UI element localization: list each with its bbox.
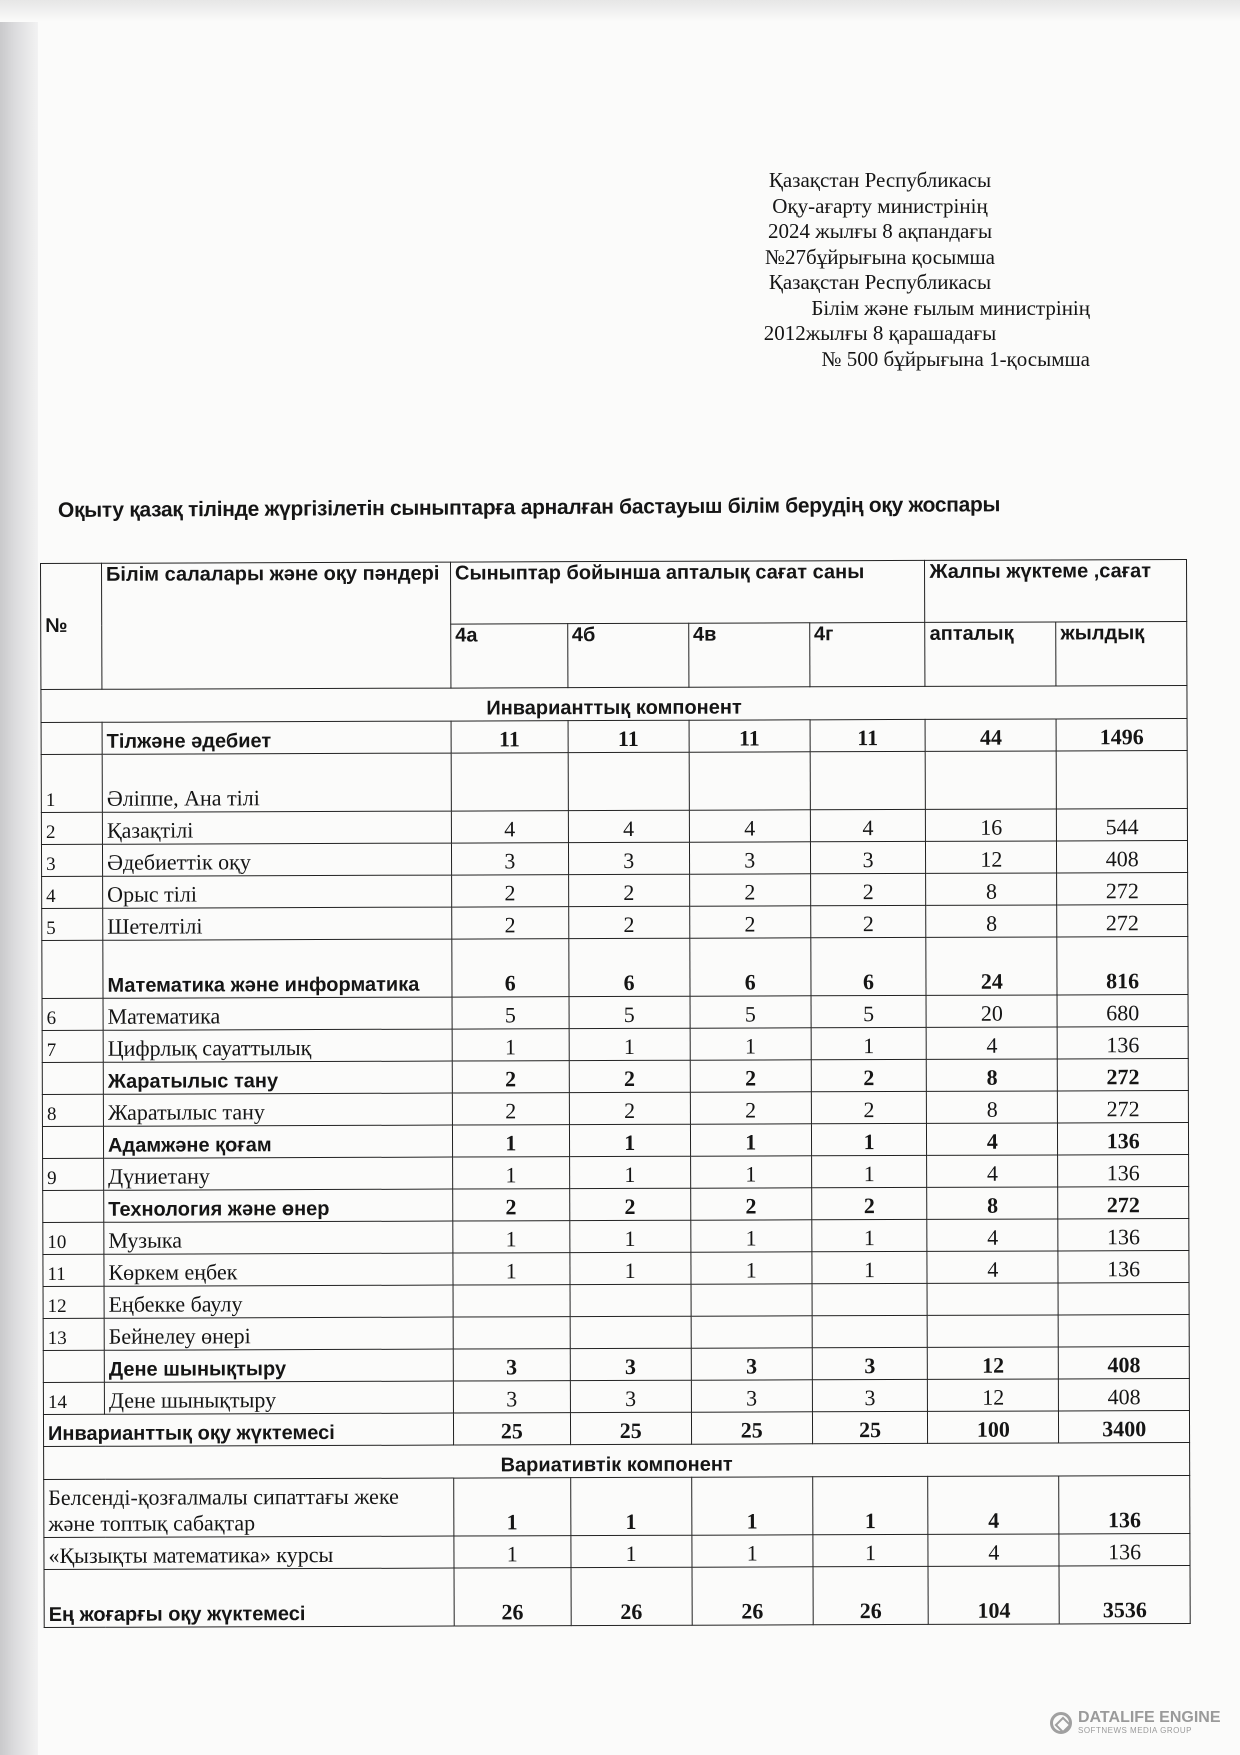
row-number: 8 [42,1094,103,1126]
table-row [42,1026,1188,1062]
header-line: 2024 жылғы 8 ақпандағы [767,219,993,243]
yearly-total-cell: 408 [1057,840,1188,872]
weekly-total-cell: 4 [927,1027,1058,1059]
class-hours-cell: 2 [568,874,689,906]
row-number: 13 [43,1318,104,1350]
subject-name: Музыка [104,1221,453,1254]
class-hours-cell: 26 [571,1567,692,1625]
class-hours-cell: 3 [812,1379,928,1411]
class-hours-cell: 1 [811,1027,927,1059]
class-hours-cell: 1 [690,1028,811,1060]
weekly-total-cell: 16 [926,809,1057,841]
class-hours-cell: 25 [570,1412,691,1444]
weekly-total-cell: 8 [927,1187,1058,1219]
table-row [42,904,1188,940]
watermark-sub: SOFTNEWS MEDIA GROUP [1078,1726,1193,1735]
table-row [42,936,1188,998]
section-invariant: Инварианттық компонент [41,685,1187,722]
header-total-group: Жалпы жүктеме ,сағат [925,559,1187,622]
table-row [41,808,1187,844]
class-hours-cell [812,1283,928,1315]
weekly-total-cell [928,1315,1059,1347]
table-row [43,1186,1189,1222]
scan-top-shadow [0,0,1240,22]
class-hours-cell [810,751,926,809]
header-line: №27бұйрығына қосымша [764,244,996,269]
subject-name: Орыс тілі [103,875,452,908]
class-hours-cell: 2 [811,1059,927,1091]
subject-name: Ең жоғарғы оқу жүктемесі [44,1568,454,1627]
table-row [43,1282,1189,1318]
class-hours-cell: 4 [451,811,568,843]
class-hours-cell: 4 [689,810,810,842]
yearly-total-cell: 680 [1057,994,1188,1026]
yearly-total-cell: 136 [1059,1475,1190,1533]
yearly-total-cell: 272 [1058,1058,1189,1090]
weekly-total-cell: 8 [927,1059,1058,1091]
header-class-4a: 4а [451,624,568,688]
class-hours-cell [451,753,568,811]
weekly-total-cell: 4 [927,1219,1058,1251]
yearly-total-cell: 136 [1058,1218,1189,1250]
yearly-total-cell: 136 [1058,1122,1189,1154]
row-number [42,940,103,998]
yearly-total-cell: 136 [1058,1250,1189,1282]
row-number: 1 [41,754,102,812]
table-row [42,994,1188,1030]
class-hours-cell: 2 [452,1061,569,1093]
class-hours-cell [570,1284,691,1316]
header-line: Қазақстан Республикасы [768,168,992,192]
weekly-total-cell: 4 [928,1476,1059,1534]
header-class-4v: 4в [688,623,809,687]
class-hours-cell: 26 [454,1568,571,1626]
row-number: 3 [41,844,102,876]
subject-name: Математика [103,997,452,1030]
weekly-total-cell: 24 [926,937,1057,995]
class-hours-cell: 3 [810,841,926,873]
row-number [41,722,102,754]
yearly-total-cell: 272 [1057,904,1188,936]
class-hours-cell: 2 [452,875,569,907]
curriculum-table [40,559,1191,1628]
yearly-total-cell: 1496 [1056,718,1187,750]
class-hours-cell: 11 [451,721,568,753]
max-total-row [44,1565,1190,1627]
class-hours-cell: 5 [569,996,690,1028]
class-hours-cell: 25 [812,1411,928,1443]
class-hours-cell: 3 [689,842,810,874]
yearly-total-cell: 408 [1059,1378,1190,1410]
weekly-total-cell: 44 [925,719,1056,751]
class-hours-cell: 11 [568,720,689,752]
class-hours-cell: 2 [689,874,810,906]
weekly-total-cell: 4 [927,1123,1058,1155]
class-hours-cell: 2 [811,1187,927,1219]
header-num: № [41,563,102,689]
row-number [43,1350,104,1382]
class-hours-cell: 1 [812,1476,928,1534]
table-row [41,750,1187,812]
class-hours-cell: 6 [568,938,689,996]
class-hours-cell: 1 [692,1535,813,1567]
class-hours-cell: 3 [570,1380,691,1412]
class-hours-cell: 3 [451,843,568,875]
class-hours-cell: 6 [690,938,811,996]
class-hours-cell: 2 [453,1189,570,1221]
invariant-total-row [43,1410,1189,1446]
yearly-total-cell [1058,1282,1189,1314]
class-hours-cell: 1 [569,1252,690,1284]
subject-name: Әдебиеттік оқу [102,843,451,876]
class-hours-cell: 1 [690,1124,811,1156]
header-line: 2012жылғы 8 қарашадағы [763,321,997,345]
watermark [1050,1710,1221,1735]
weekly-total-cell: 4 [928,1534,1059,1566]
order-reference-block [670,168,1090,372]
class-hours-cell: 2 [568,906,689,938]
yearly-total-cell [1058,1314,1189,1346]
document-title: Оқыту қазақ тілінде жүргізілетін сыныптарға арналған бастауыш білім берудің оқу жоспары [57,493,1001,522]
class-hours-cell: 26 [813,1566,929,1624]
class-hours-cell: 1 [454,1536,571,1568]
class-hours-cell: 3 [570,1348,691,1380]
class-hours-cell: 1 [811,1155,927,1187]
class-hours-cell: 1 [569,1124,690,1156]
header-weekly-group: Сыныптар бойынша апталық сағат саны [450,560,925,624]
row-number: 12 [43,1286,104,1318]
class-hours-cell: 1 [453,1157,570,1189]
class-hours-cell [812,1315,928,1347]
weekly-total-cell [927,1283,1058,1315]
header-class-4g: 4г [809,622,925,686]
weekly-total-cell: 4 [927,1251,1058,1283]
variative-row [44,1475,1190,1537]
class-hours-cell: 5 [690,996,811,1028]
table-row [43,1346,1189,1382]
row-number [42,1126,103,1158]
class-hours-cell: 2 [811,1091,927,1123]
row-number: 7 [42,1030,103,1062]
class-hours-cell: 6 [452,939,569,997]
class-hours-cell: 2 [690,1060,811,1092]
yearly-total-cell: 136 [1059,1533,1190,1565]
weekly-total-cell: 4 [927,1155,1058,1187]
yearly-total-cell: 3400 [1059,1410,1190,1442]
row-number: 6 [42,998,103,1030]
yearly-total-cell: 3536 [1059,1565,1190,1623]
subject-name: «Қызықты математика» курсы [44,1536,454,1569]
subject-name: Шетелтілі [103,907,452,940]
class-hours-cell [691,1316,812,1348]
yearly-total-cell: 544 [1057,808,1188,840]
class-hours-cell [568,752,689,810]
class-hours-cell: 2 [689,906,810,938]
subject-name: Әліппе, Ана тілі [102,753,451,812]
row-number: 5 [42,908,103,940]
class-hours-cell [453,1317,570,1349]
class-hours-cell [453,1285,570,1317]
yearly-total-cell: 136 [1058,1154,1189,1186]
header-subject: Білім салалары және оқу пәндері [102,562,451,689]
subject-name: Бейнелеу өнері [104,1317,453,1350]
subject-name: Белсенді-қозғалмалы сипаттағы жеке және топтық сабақтар [44,1478,454,1537]
class-hours-cell: 2 [569,1188,690,1220]
subject-name: Жаратылыс тану [103,1061,452,1094]
datalife-logo-icon [1050,1712,1072,1734]
watermark-name: DATALIFE ENGINE [1078,1709,1221,1726]
class-hours-cell [689,752,810,810]
class-hours-cell [691,1284,812,1316]
weekly-total-cell: 8 [927,1091,1058,1123]
class-hours-cell: 25 [691,1412,812,1444]
row-number: 11 [43,1254,104,1286]
header-line: Қазақстан Республикасы [768,270,992,294]
class-hours-cell: 11 [689,720,810,752]
class-hours-cell: 11 [810,719,926,751]
class-hours-cell: 1 [570,1535,691,1567]
yearly-total-cell: 272 [1058,1090,1189,1122]
class-hours-cell: 2 [569,1060,690,1092]
header-line: № 500 бұйрығына 1-қосымша [821,346,1090,371]
subject-name: Дүниетану [104,1157,453,1190]
subject-name: Қазақтілі [102,811,451,844]
subject-name: Көркем еңбек [104,1253,453,1286]
class-hours-cell: 1 [691,1220,812,1252]
header-weekly: апталық [925,622,1056,686]
table-row [43,1314,1189,1350]
class-hours-cell: 1 [569,1156,690,1188]
class-hours-cell: 26 [692,1567,813,1625]
class-hours-cell: 25 [453,1413,570,1445]
class-hours-cell: 2 [452,1093,569,1125]
class-hours-cell: 3 [453,1381,570,1413]
variative-row [44,1533,1190,1569]
table-row [41,840,1187,876]
class-hours-cell: 1 [569,1220,690,1252]
table-row [42,1122,1188,1158]
yearly-total-cell: 408 [1059,1346,1190,1378]
subject-name: Жаратылыс тану [103,1093,452,1126]
yearly-total-cell: 272 [1057,872,1188,904]
table-row [43,1154,1189,1190]
weekly-total-cell: 8 [926,905,1057,937]
weekly-total-cell: 12 [926,841,1057,873]
subject-name: Дене шынықтыру [104,1381,453,1414]
class-hours-cell: 1 [811,1123,927,1155]
class-hours-cell: 1 [690,1156,811,1188]
class-hours-cell: 1 [691,1477,812,1535]
subject-name: Еңбекке баулу [104,1285,453,1318]
subject-name: Инварианттық оқу жүктемесі [43,1413,453,1446]
class-hours-cell: 2 [690,1188,811,1220]
class-hours-cell: 1 [691,1252,812,1284]
class-hours-cell: 2 [690,1092,811,1124]
weekly-total-cell: 100 [928,1411,1059,1443]
table-row [43,1250,1189,1286]
subject-name: Адамжәне қоғам [103,1125,452,1158]
class-hours-cell: 1 [452,1125,569,1157]
weekly-total-cell [926,751,1057,809]
class-hours-cell: 2 [452,907,569,939]
yearly-total-cell: 136 [1057,1026,1188,1058]
weekly-total-cell: 104 [928,1566,1059,1624]
table-row [43,1378,1189,1414]
class-hours-cell: 1 [453,1253,570,1285]
row-number [42,1062,103,1094]
row-number: 14 [43,1382,104,1414]
header-line: Білім және ғылым министрінің [811,295,1090,320]
class-hours-cell: 1 [812,1219,928,1251]
row-number: 2 [41,812,102,844]
row-number: 10 [43,1222,104,1254]
weekly-total-cell: 8 [926,873,1057,905]
table-row [42,872,1188,908]
subject-name: Технология және өнер [104,1189,453,1222]
header-yearly: жылдық [1056,621,1187,685]
class-hours-cell: 4 [810,809,926,841]
class-hours-cell: 6 [811,937,927,995]
class-hours-cell: 2 [569,1092,690,1124]
class-hours-cell: 1 [454,1478,571,1536]
class-hours-cell: 1 [570,1477,691,1535]
weekly-total-cell: 12 [928,1379,1059,1411]
table-row [42,1058,1188,1094]
class-hours-cell: 1 [569,1028,690,1060]
row-number: 4 [42,876,103,908]
class-hours-cell: 1 [812,1251,928,1283]
class-hours-cell: 3 [691,1380,812,1412]
class-hours-cell: 2 [810,873,926,905]
row-number: 9 [43,1158,104,1190]
class-hours-cell [570,1316,691,1348]
section-variative: Вариативтік компонент [44,1442,1190,1479]
class-hours-cell: 5 [452,997,569,1029]
class-hours-cell: 3 [568,842,689,874]
header-line: Оқу-ағарту министрінің [772,193,988,218]
yearly-total-cell: 272 [1058,1186,1189,1218]
class-hours-cell: 2 [810,905,926,937]
weekly-total-cell: 12 [928,1347,1059,1379]
table-row [41,718,1187,754]
class-hours-cell: 1 [813,1534,929,1566]
subject-name: Дене шынықтыру [104,1349,453,1382]
table-row [42,1090,1188,1126]
yearly-total-cell [1056,750,1187,808]
class-hours-cell: 3 [691,1348,812,1380]
class-hours-cell: 4 [568,810,689,842]
subject-name: Математика және информатика [103,939,452,998]
class-hours-cell: 3 [453,1349,570,1381]
scan-edge-shadow [0,0,38,1755]
subject-name: Цифрлық сауаттылық [103,1029,452,1062]
class-hours-cell: 1 [452,1029,569,1061]
row-number [43,1190,104,1222]
class-hours-cell: 3 [812,1347,928,1379]
weekly-total-cell: 20 [926,995,1057,1027]
class-hours-cell: 5 [811,995,927,1027]
yearly-total-cell: 816 [1057,936,1188,994]
header-class-4b: 4б [567,623,688,687]
table-row [43,1218,1189,1254]
class-hours-cell: 1 [453,1221,570,1253]
subject-name: Тілжәне әдебиет [102,721,451,754]
